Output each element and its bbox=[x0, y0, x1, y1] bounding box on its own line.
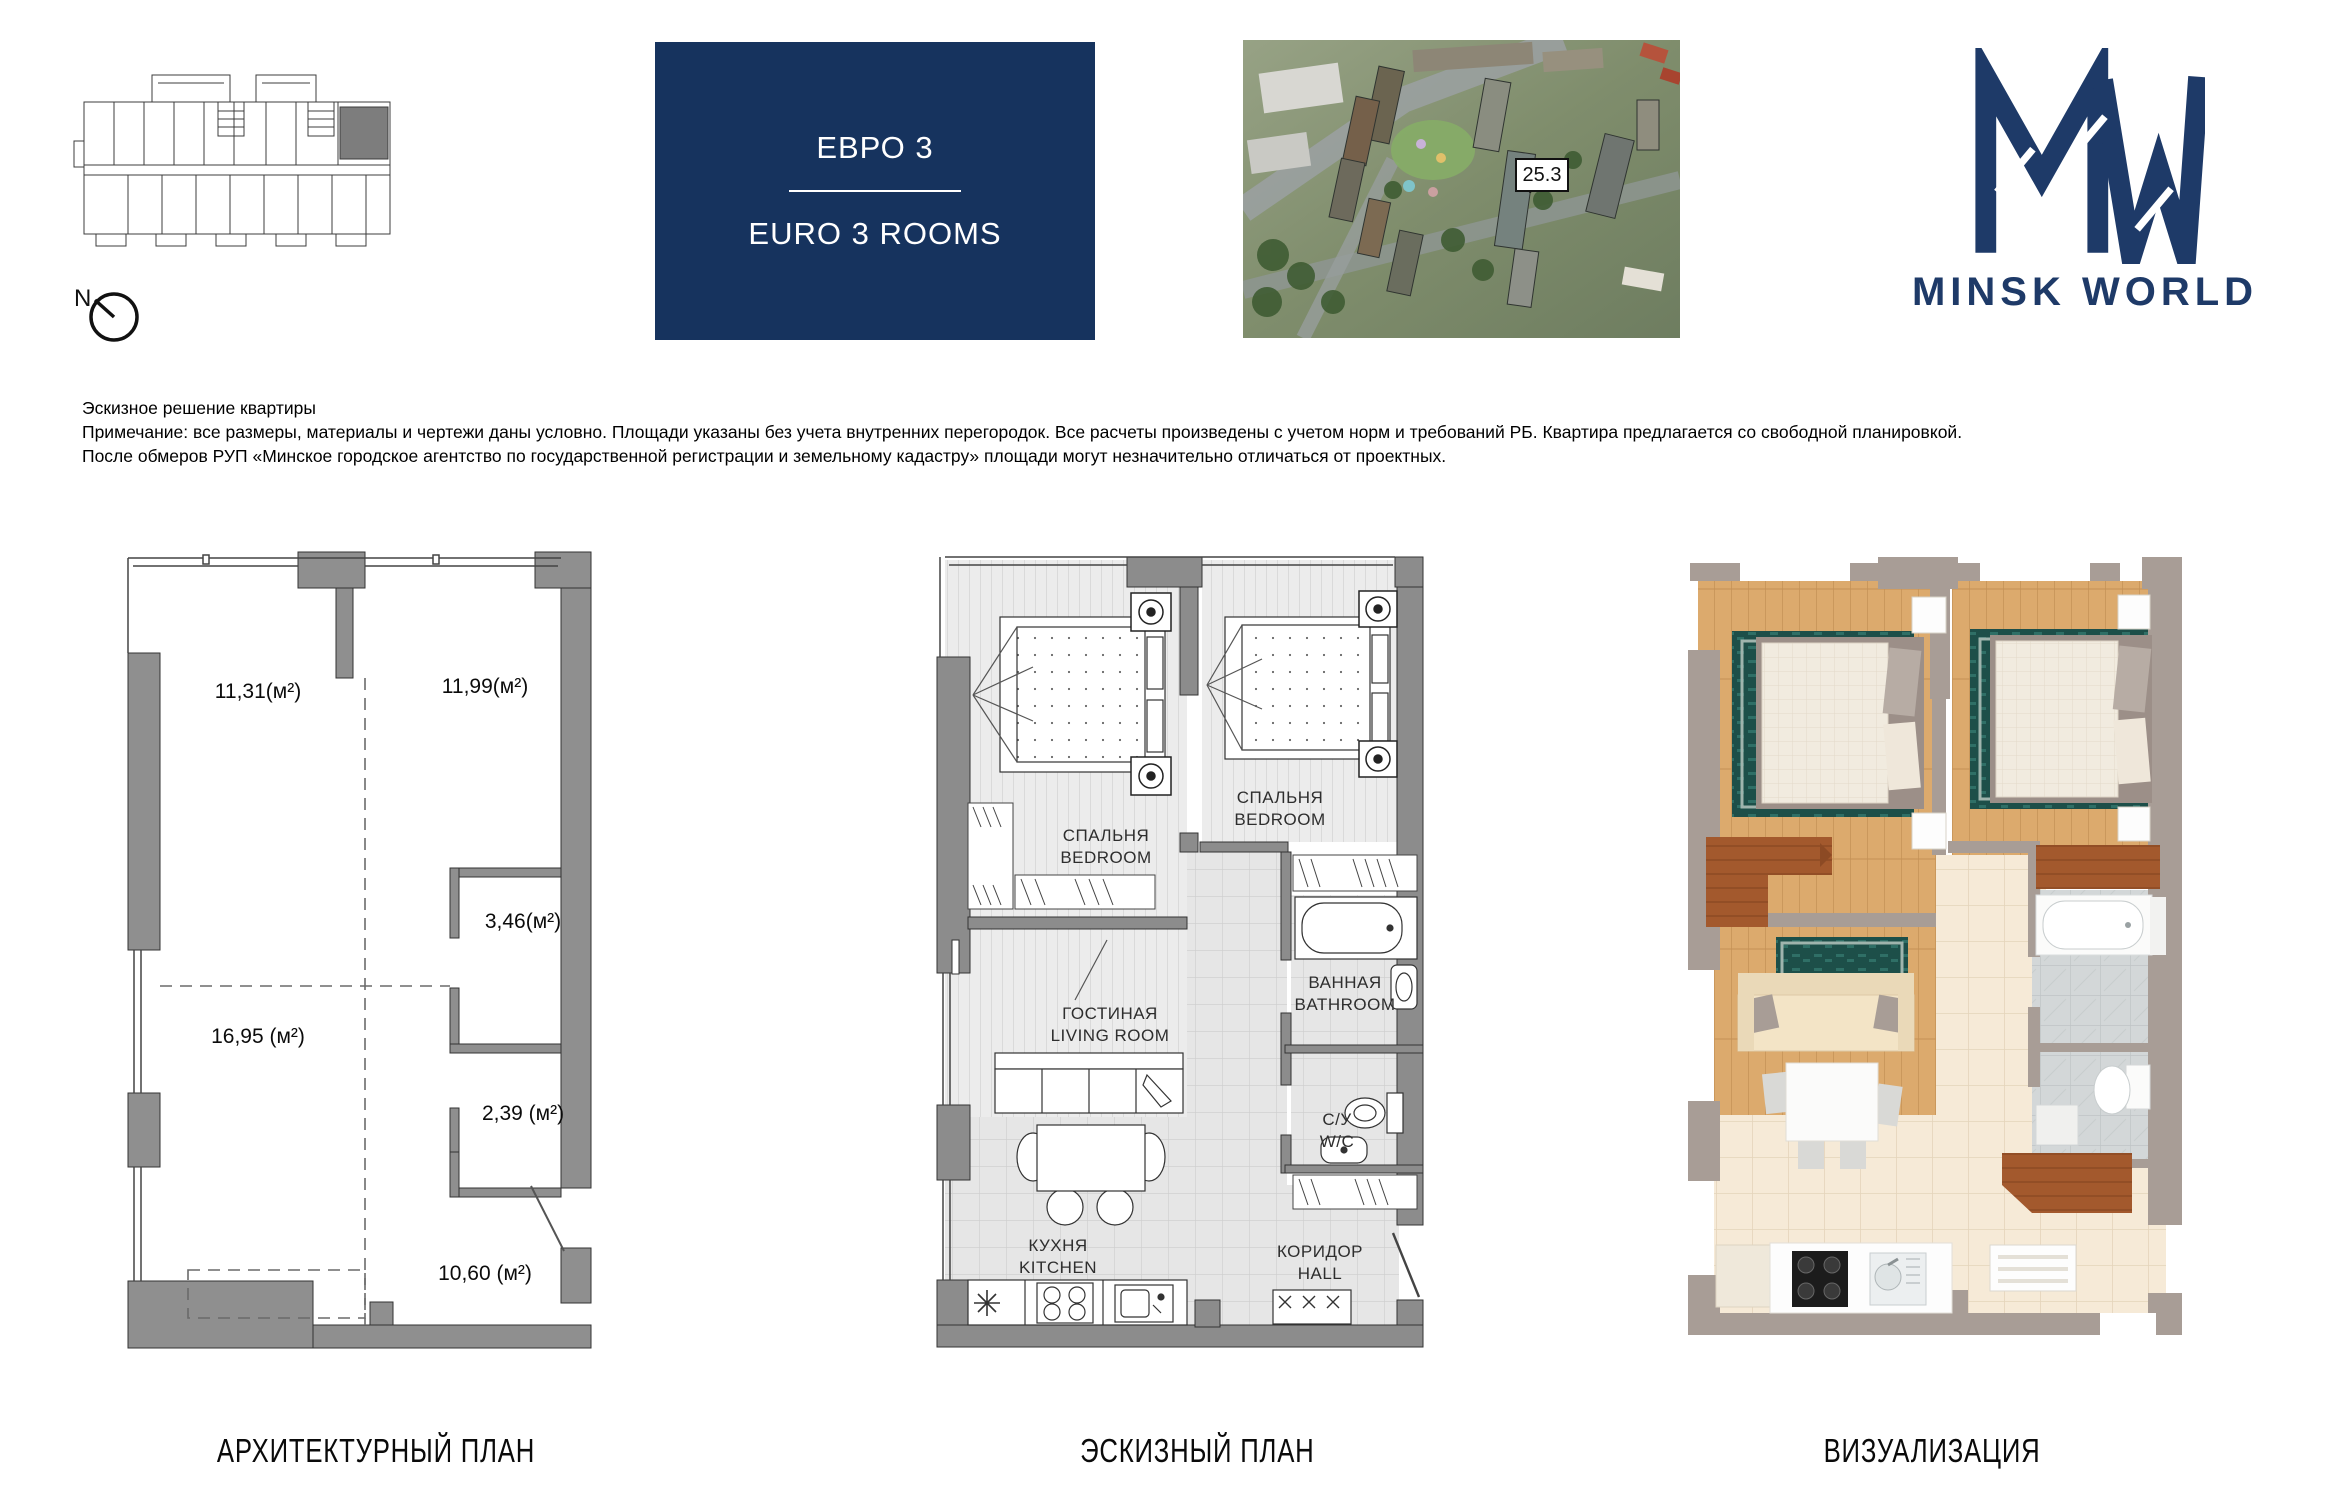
area-label-wc: 2,39 (м²) bbox=[481, 1102, 565, 1125]
room-label-bedroom2-ru: СПАЛЬНЯ bbox=[1236, 788, 1324, 807]
banner-divider bbox=[789, 190, 961, 192]
room-label-bedroom1-ru: СПАЛЬНЯ bbox=[1062, 826, 1150, 845]
bed-1-render bbox=[1732, 597, 1946, 849]
note-line-1: Эскизное решение квартиры bbox=[82, 398, 316, 418]
mw-monogram-icon bbox=[1965, 48, 2205, 264]
bathtub bbox=[1295, 897, 1417, 959]
architectural-plan-figure bbox=[103, 548, 603, 1358]
compass-north-label: N bbox=[74, 285, 92, 312]
sofa bbox=[995, 1053, 1183, 1113]
sketch-plan-figure bbox=[925, 545, 1470, 1357]
caption-visualization: ВИЗУАЛИЗАЦИЯ bbox=[1824, 1432, 2041, 1469]
complex-aerial-photo bbox=[1243, 40, 1680, 338]
apartment-type-ru: ЕВРО 3 bbox=[816, 130, 934, 165]
room-label-bedroom1-en: BEDROOM bbox=[1060, 848, 1152, 867]
room-label-hall-ru: КОРИДОР bbox=[1276, 1242, 1364, 1261]
area-label-bedroom2: 11,99(м²) bbox=[441, 675, 529, 698]
bed-1 bbox=[973, 617, 1165, 772]
room-label-hall-en: HALL bbox=[1297, 1264, 1343, 1283]
building-number: 25.3 bbox=[1522, 163, 1562, 186]
kitchen-counter bbox=[968, 1280, 1187, 1325]
brand-logo bbox=[1865, 48, 2305, 320]
room-label-kitchen-en: KITCHEN bbox=[1018, 1258, 1098, 1277]
tv bbox=[952, 940, 959, 974]
note-line-3: После обмеров РУП «Минское городское агентство по государственной регистрации и земельному кадастру» площади могут незначительно отличаться от проектных. bbox=[82, 446, 1447, 466]
shoe-cabinet bbox=[1273, 1290, 1351, 1324]
room-label-living-en: LIVING ROOM bbox=[1050, 1026, 1170, 1045]
area-label-hall: 10,60 (м²) bbox=[438, 1262, 532, 1285]
disclaimer-note bbox=[82, 396, 2322, 468]
bed-2-render bbox=[1970, 595, 2152, 841]
area-label-bedroom1: 11,31(м²) bbox=[214, 680, 302, 703]
room-label-bedroom2-en: BEDROOM bbox=[1234, 810, 1326, 829]
building-floorplan-thumbnail bbox=[70, 45, 400, 260]
room-label-living-ru: ГОСТИНАЯ bbox=[1062, 1004, 1158, 1023]
note-line-2: Примечание: все размеры, материалы и чертежи даны условно. Площади указаны без учета внутренних перегородок. Все расчеты произведены с учетом норм и требований РБ. Квартира предлагается со свободной планировкой. bbox=[82, 422, 1963, 442]
apartment-type-en: EURO 3 ROOMS bbox=[748, 216, 1002, 251]
caption-sketch-plan: ЭСКИЗНЫЙ ПЛАН bbox=[1080, 1432, 1315, 1469]
highlighted-apartment bbox=[340, 107, 388, 159]
building-number-badge bbox=[1515, 158, 1569, 192]
bed-2 bbox=[1207, 617, 1390, 759]
apartment-type-banner bbox=[655, 42, 1095, 340]
room-label-wc-ru: С/У bbox=[1322, 1110, 1352, 1129]
brand-name: MINSK WORLD bbox=[1911, 270, 2259, 314]
room-label-bath-en: BATHROOM bbox=[1294, 995, 1396, 1014]
room-label-kitchen-ru: КУХНЯ bbox=[1028, 1236, 1088, 1255]
room-label-bath-ru: ВАННАЯ bbox=[1308, 973, 1382, 992]
caption-architectural-plan: АРХИТЕКТУРНЫЙ ПЛАН bbox=[216, 1432, 535, 1469]
area-label-living: 16,95 (м²) bbox=[211, 1025, 305, 1048]
visualization-figure bbox=[1680, 545, 2240, 1353]
area-label-bathroom: 3,46(м²) bbox=[484, 910, 562, 933]
kitchen-render bbox=[1716, 1243, 1952, 1313]
room-label-wc-en: W/C bbox=[1319, 1132, 1355, 1151]
bathroom-render bbox=[2036, 845, 2166, 955]
compass-icon bbox=[52, 270, 162, 355]
